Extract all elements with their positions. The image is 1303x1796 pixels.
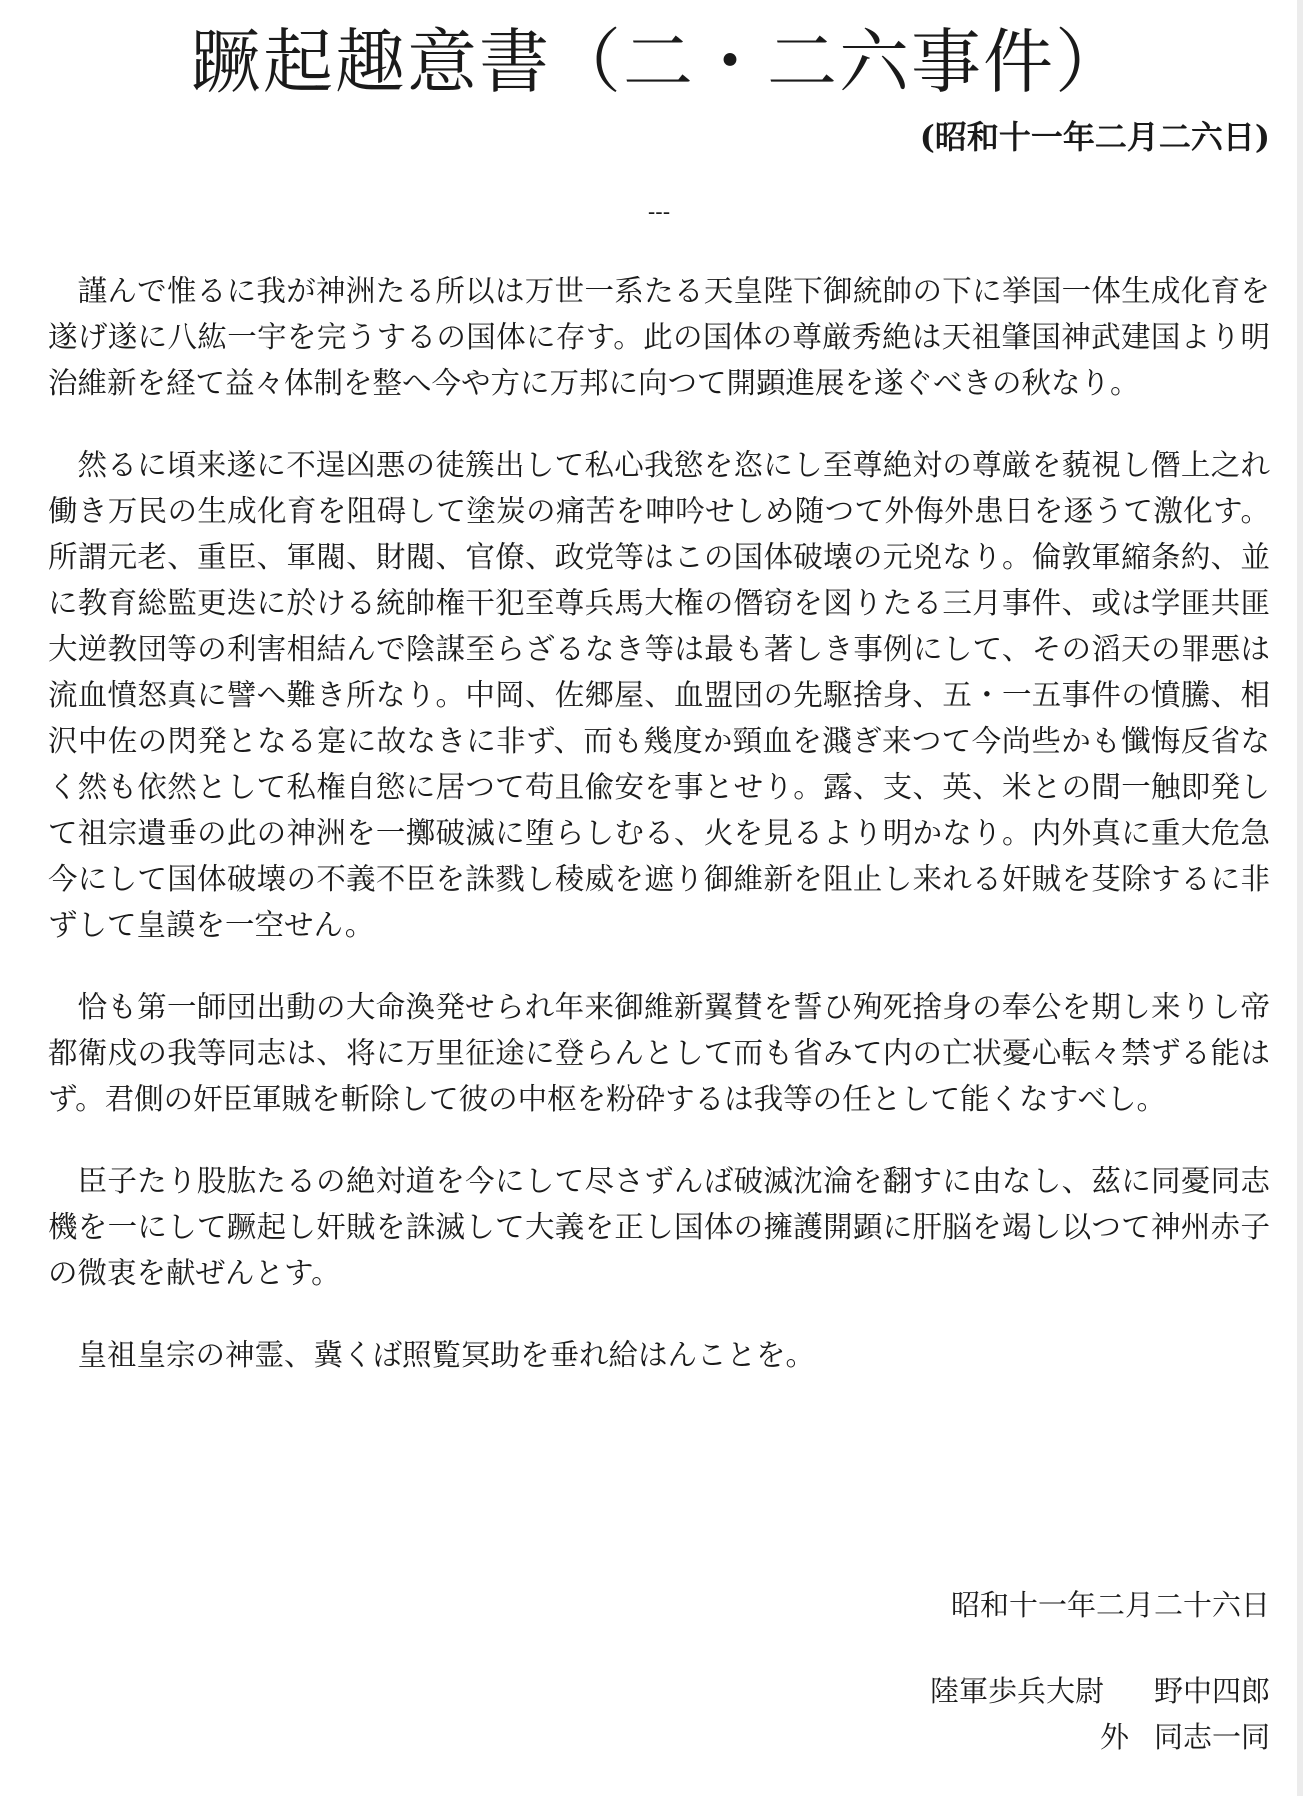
paragraph-1: 謹んで惟るに我が神洲たる所以は万世一系たる天皇陛下御統帥の下に挙国一体生成化育を遂げ遂に八紘一宇を完うするの国体に存す。此の国体の尊厳秀絶は天祖肇国神武建国より明治維新を経て益々体制を整へ今や方に万邦に向つて開顕進展を遂ぐべきの秋なり。	[48, 274, 1270, 400]
document-dateline: (昭和十一年二月二六日)	[919, 118, 1270, 156]
signature-line-author	[930, 1668, 1270, 1714]
section-divider: ---	[647, 200, 671, 225]
signature-date: 昭和十一年二月二十六日	[950, 1588, 1270, 1622]
signature-name: 野中四郎	[1153, 1674, 1270, 1708]
closing-paragraph: 皇祖皇宗の神霊、冀くば照覧冥助を垂れ給はんことを。	[77, 1338, 816, 1372]
document-page	[48, 0, 1270, 1796]
document-title: 蹶起趣意書（二・二六事件）	[191, 21, 1127, 103]
signature-rank: 陸軍歩兵大尉	[930, 1674, 1105, 1708]
document-body	[48, 268, 1270, 1378]
signature-others-prefix: 外	[1100, 1720, 1130, 1754]
paragraph-2: 然るに頃来遂に不逞凶悪の徒簇出して私心我慾を恣にし至尊絶対の尊厳を藐視し僭上之れ働き万民の生成化育を阻碍して塗炭の痛苦を呻吟せしめ随つて外侮外患日を逐うて激化す。所謂元老、重臣、軍閥、財閥、官僚、政党等はこの国体破壊の元兇なり。倫敦軍縮条約、並に教育総監更迭に於ける統帥権干犯至尊兵馬大権の僭窃を図りたる三月事件、或は学匪共匪大逆教団等の利害相結んで陰謀至らざるなき等は最も著しき事例にして、その滔天の罪悪は流血憤怒真に譬へ難き所なり。中岡、佐郷屋、血盟団の先駆捨身、五・一五事件の憤騰、相沢中佐の閃発となる寔に故なきに非ず、而も幾度か頸血を濺ぎ来つて今尚些かも懺悔反省なく然も依然として私権自慾に居つて苟且偸安を事とせり。露、支、英、米との間一触即発して祖宗遺垂の此の神洲を一擲破滅に堕らしむる、火を見るより明かなり。内外真に重大危急今にして国体破壊の不義不臣を誅戮し稜威を遮り御維新を阻止し来れる奸賊を芟除するに非ずして皇謨を一空せん。	[48, 448, 1270, 942]
signature-block	[930, 1668, 1270, 1760]
paragraph-3: 恰も第一師団出動の大命渙発せられ年来御維新翼賛を誓ひ殉死捨身の奉公を期し来りし帝都衛戍の我等同志は、将に万里征途に登らんとして而も省みて内の亡状憂心転々禁ずる能はず。君側の奸臣軍賊を斬除して彼の中枢を粉砕するは我等の任として能くなすべし。	[48, 990, 1270, 1116]
signature-line-others	[930, 1714, 1270, 1760]
page-edge-scrollbar[interactable]	[1297, 0, 1303, 1796]
signature-others: 同志一同	[1153, 1720, 1270, 1754]
paragraph-4: 臣子たり股肱たるの絶対道を今にして尽さずんば破滅沈淪を翻すに由なし、茲に同憂同志機を一にして蹶起し奸賊を誅滅して大義を正し国体の擁護開顕に肝脳を竭し以つて神州赤子の微衷を献ぜんとす。	[48, 1164, 1270, 1290]
